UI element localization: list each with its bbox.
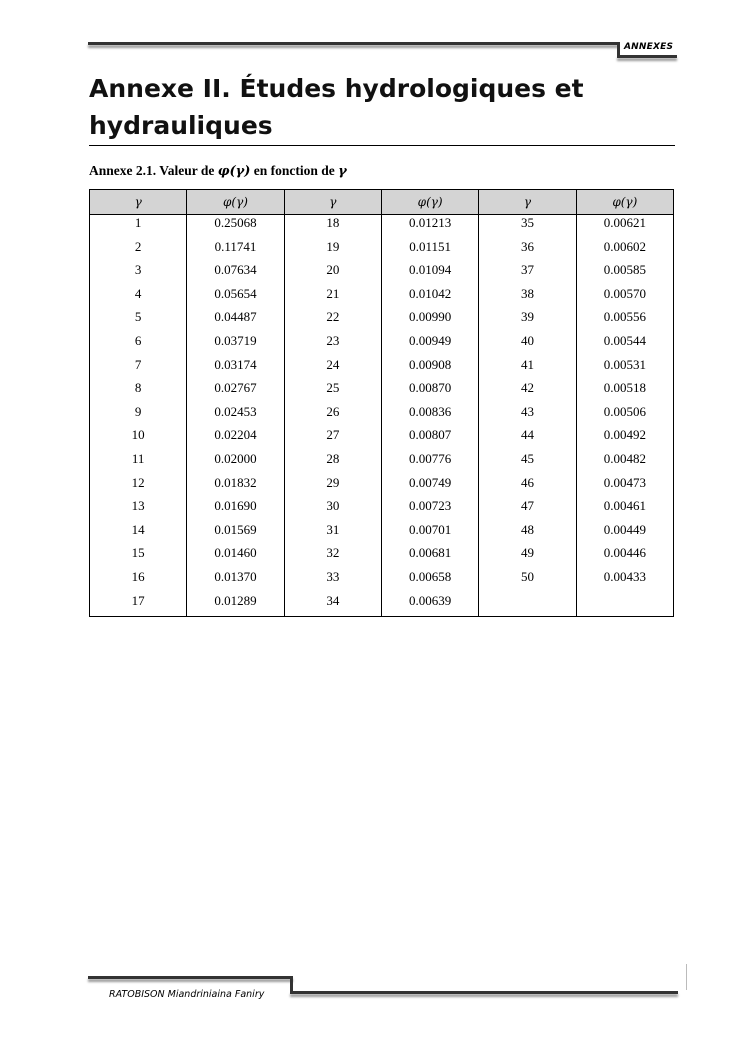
table-cell: 23 [284, 333, 381, 357]
table-cell: 0.00473 [576, 475, 673, 499]
table-cell: 45 [479, 451, 576, 475]
table-cell: 24 [284, 357, 381, 381]
caption-prefix: Annexe 2.1. Valeur de [89, 163, 218, 178]
table-cell: 0.00836 [381, 404, 478, 428]
table-header-row [90, 190, 674, 215]
table-cell: 40 [479, 333, 576, 357]
table-cell: 0.01690 [187, 498, 284, 522]
table-cell: 33 [284, 569, 381, 593]
table-cell: 0.01370 [187, 569, 284, 593]
table-cell [479, 593, 576, 617]
caption-math-gamma: γ [338, 164, 347, 179]
header-rule-tick [617, 42, 620, 56]
table-cell: 42 [479, 380, 576, 404]
table-cell: 7 [90, 357, 187, 381]
table-cell: 0.00749 [381, 475, 478, 499]
table-cell: 0.00602 [576, 239, 673, 263]
footer-rule-right [290, 991, 678, 994]
table-cell: 19 [284, 239, 381, 263]
table-cell: 50 [479, 569, 576, 593]
table-cell: 26 [284, 404, 381, 428]
table-cell: 0.02000 [187, 451, 284, 475]
table-row [90, 545, 674, 569]
table-cell: 32 [284, 545, 381, 569]
table-cell: 6 [90, 333, 187, 357]
table-cell: 0.02767 [187, 380, 284, 404]
table-cell: 11 [90, 451, 187, 475]
table-cell: 16 [90, 569, 187, 593]
table-cell: 44 [479, 427, 576, 451]
column-header: φ(γ) [576, 190, 673, 215]
table-cell: 21 [284, 286, 381, 310]
table-cell: 30 [284, 498, 381, 522]
table-body [90, 215, 674, 617]
table-cell: 0.11741 [187, 239, 284, 263]
table-cell: 18 [284, 215, 381, 239]
table-cell: 0.00506 [576, 404, 673, 428]
table-cell: 0.00621 [576, 215, 673, 239]
table-row [90, 593, 674, 617]
table-cell: 0.01151 [381, 239, 478, 263]
table-row [90, 262, 674, 286]
table-cell: 0.02453 [187, 404, 284, 428]
table-cell: 0.00639 [381, 593, 478, 617]
table-cell: 0.07634 [187, 262, 284, 286]
table-cell: 0.00461 [576, 498, 673, 522]
footer-edge-mark [686, 964, 687, 990]
table-cell: 28 [284, 451, 381, 475]
footer-rule-left [88, 976, 293, 979]
column-header: γ [479, 190, 576, 215]
table-cell: 35 [479, 215, 576, 239]
table-cell: 0.00518 [576, 380, 673, 404]
table-cell: 13 [90, 498, 187, 522]
phi-gamma-table [89, 189, 674, 617]
table-row [90, 357, 674, 381]
table-cell: 0.00446 [576, 545, 673, 569]
table-cell [576, 593, 673, 617]
table-cell: 25 [284, 380, 381, 404]
table-cell: 2 [90, 239, 187, 263]
table-cell: 0.00990 [381, 309, 478, 333]
table-cell: 27 [284, 427, 381, 451]
table-cell: 0.01460 [187, 545, 284, 569]
header-rule [88, 42, 618, 45]
table-cell: 5 [90, 309, 187, 333]
table-cell: 39 [479, 309, 576, 333]
table-cell: 20 [284, 262, 381, 286]
column-header: φ(γ) [381, 190, 478, 215]
table-cell: 0.01094 [381, 262, 478, 286]
table-cell: 0.00701 [381, 522, 478, 546]
table-cell: 0.00482 [576, 451, 673, 475]
table-cell: 36 [479, 239, 576, 263]
table-cell: 0.00681 [381, 545, 478, 569]
table-cell: 15 [90, 545, 187, 569]
table-cell: 3 [90, 262, 187, 286]
table-cell: 9 [90, 404, 187, 428]
table-cell: 0.02204 [187, 427, 284, 451]
table-cell: 38 [479, 286, 576, 310]
table-row [90, 522, 674, 546]
table-cell: 47 [479, 498, 576, 522]
header-section-label: ANNEXES [624, 42, 674, 52]
table-row [90, 569, 674, 593]
table-cell: 4 [90, 286, 187, 310]
table-cell: 49 [479, 545, 576, 569]
table-cell: 34 [284, 593, 381, 617]
table-cell: 0.00723 [381, 498, 478, 522]
table-row [90, 215, 674, 239]
table-cell: 0.00531 [576, 357, 673, 381]
caption-middle: en fonction de [250, 163, 339, 178]
table-cell: 0.03174 [187, 357, 284, 381]
table-row [90, 309, 674, 333]
caption-math-phi: φ(γ) [217, 164, 251, 179]
table-cell: 0.00544 [576, 333, 673, 357]
table-cell: 0.00492 [576, 427, 673, 451]
table-cell: 10 [90, 427, 187, 451]
table-cell: 37 [479, 262, 576, 286]
header-rule-tab [617, 55, 677, 58]
table-cell: 0.00807 [381, 427, 478, 451]
table-cell: 0.01569 [187, 522, 284, 546]
table-cell: 0.25068 [187, 215, 284, 239]
table-cell: 31 [284, 522, 381, 546]
table-row [90, 333, 674, 357]
table-cell: 0.04487 [187, 309, 284, 333]
table-row [90, 475, 674, 499]
table-cell: 0.01289 [187, 593, 284, 617]
table-cell: 48 [479, 522, 576, 546]
table-cell: 0.00433 [576, 569, 673, 593]
table-cell: 46 [479, 475, 576, 499]
table-cell: 0.01832 [187, 475, 284, 499]
table-cell: 0.00870 [381, 380, 478, 404]
table-row [90, 404, 674, 428]
title-divider [89, 145, 675, 146]
table-row [90, 380, 674, 404]
footer-author: RATOBISON Miandriniaina Faniry [109, 989, 265, 1000]
table-cell: 0.00908 [381, 357, 478, 381]
table-caption [89, 163, 347, 179]
table-cell: 0.00570 [576, 286, 673, 310]
table-cell: 0.01213 [381, 215, 478, 239]
table-cell: 22 [284, 309, 381, 333]
table-row [90, 427, 674, 451]
table-cell: 1 [90, 215, 187, 239]
column-header: γ [90, 190, 187, 215]
table-cell: 43 [479, 404, 576, 428]
table-cell: 0.00949 [381, 333, 478, 357]
table-cell: 0.00585 [576, 262, 673, 286]
table-row [90, 451, 674, 475]
table-cell: 29 [284, 475, 381, 499]
column-header: φ(γ) [187, 190, 284, 215]
table-cell: 12 [90, 475, 187, 499]
column-header: γ [284, 190, 381, 215]
table-cell: 0.01042 [381, 286, 478, 310]
table-cell: 8 [90, 380, 187, 404]
table-row [90, 239, 674, 263]
table-cell: 0.00449 [576, 522, 673, 546]
table-row [90, 286, 674, 310]
table-cell: 0.00658 [381, 569, 478, 593]
page-title: Annexe II. Études hydrologiques et hydrauliques [89, 74, 584, 140]
table-cell: 0.00556 [576, 309, 673, 333]
table-cell: 0.05654 [187, 286, 284, 310]
table-cell: 0.00776 [381, 451, 478, 475]
table-cell: 14 [90, 522, 187, 546]
table-cell: 17 [90, 593, 187, 617]
table-cell: 0.03719 [187, 333, 284, 357]
table-row [90, 498, 674, 522]
table-cell: 41 [479, 357, 576, 381]
